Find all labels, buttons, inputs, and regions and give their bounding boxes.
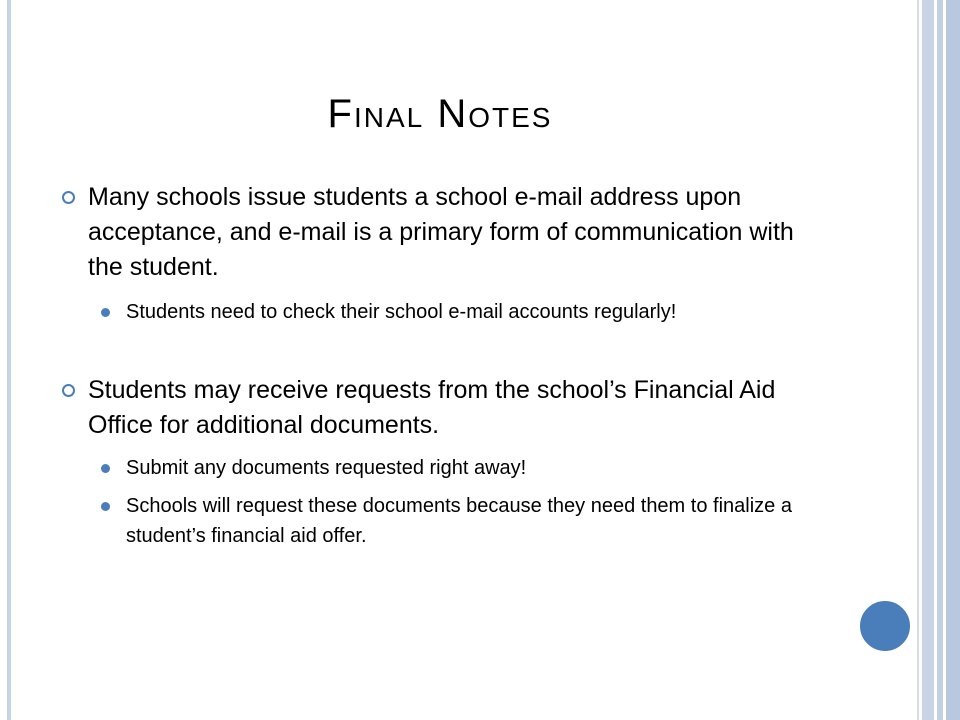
slide-content bbox=[58, 180, 818, 551]
dot-bullet-icon bbox=[101, 308, 110, 317]
slide-title: Final Notes bbox=[327, 92, 553, 136]
decorative-circle bbox=[857, 598, 913, 654]
right-border-decoration bbox=[917, 0, 960, 720]
bullet-point bbox=[58, 373, 818, 443]
ring-bullet-icon bbox=[62, 191, 75, 204]
sub-bullet-point bbox=[126, 453, 818, 483]
dot-bullet-icon bbox=[101, 464, 110, 473]
bullet-text: Many schools issue students a school e-mail address upon acceptance, and e-mail is a primary form of communication with the student. bbox=[88, 183, 794, 281]
dot-bullet-icon bbox=[101, 502, 110, 511]
sub-bullet-text: Schools will request these documents because they need them to finalize a student’s financial aid offer. bbox=[126, 495, 792, 547]
sub-bullet-point bbox=[126, 297, 818, 327]
sub-bullet-point bbox=[126, 491, 818, 551]
ring-bullet-icon bbox=[62, 384, 75, 397]
bullet-point bbox=[58, 180, 818, 285]
bullet-text: Students may receive requests from the school’s Financial Aid Office for additional documents. bbox=[88, 376, 776, 439]
sub-bullet-text: Students need to check their school e-mail accounts regularly! bbox=[126, 301, 677, 323]
sub-bullet-text: Submit any documents requested right away! bbox=[126, 457, 527, 479]
